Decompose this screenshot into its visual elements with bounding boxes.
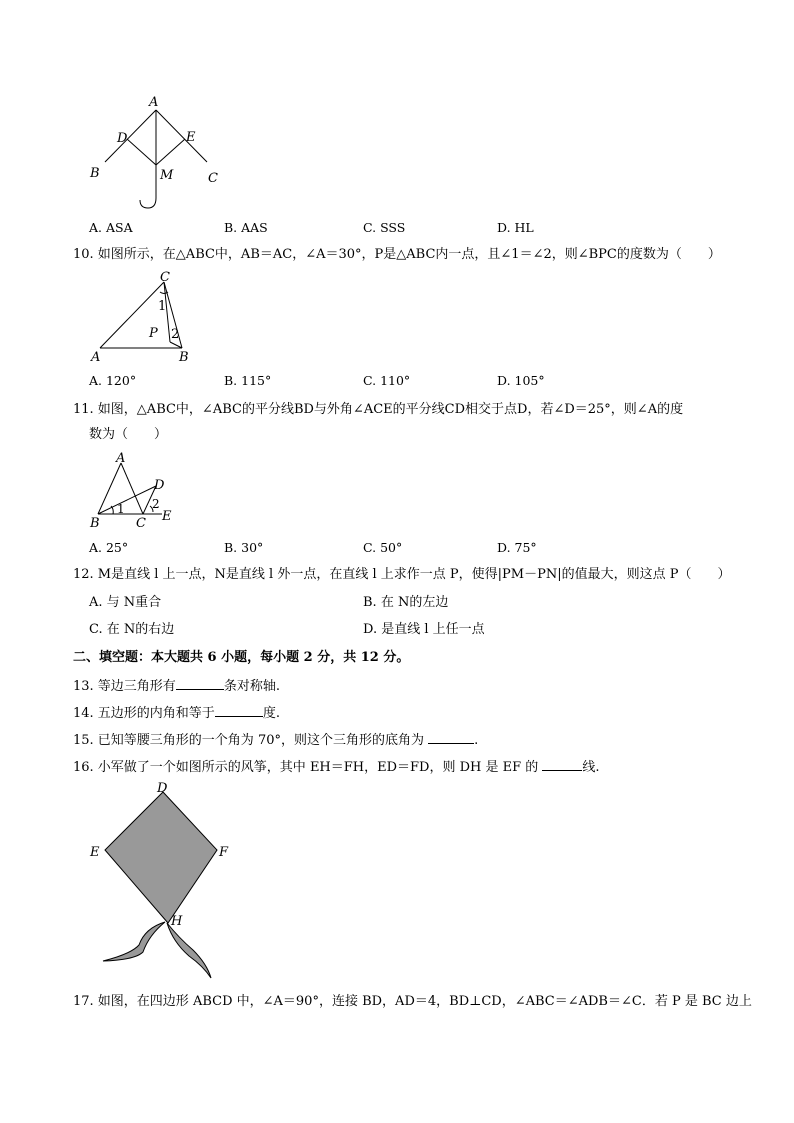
q12-option-a: A. 与 N重合	[89, 595, 162, 610]
q16-label-f: F	[219, 845, 229, 860]
q11-label-c: C	[136, 516, 146, 530]
q11-stem-line1: 11. 如图，△ABC中，∠ABC的平分线BD与外角∠ACE的平分线CD相交于点D，若∠D＝25°，则∠A的度	[73, 402, 684, 417]
q9-option-d: D. HL	[497, 220, 534, 235]
q11-label-b: B	[90, 516, 100, 530]
q11-label-1: 1	[117, 502, 125, 516]
q14-before: 14. 五边形的内角和等于	[73, 706, 215, 721]
q9-label-m: M	[160, 168, 174, 183]
q16-before: 16. 小军做了一个如图所示的风筝，其中 EH＝FH，ED＝FD，则 DH 是 EF 的	[73, 760, 543, 775]
q11-stem-line2: 数为（ ）	[89, 427, 168, 442]
q15-blank	[428, 730, 474, 744]
q11-label-a: A	[116, 451, 126, 466]
q13-before: 13. 等边三角形有	[73, 679, 176, 694]
q10-label-b: B	[179, 350, 189, 365]
q9-label-b: B	[90, 166, 100, 181]
q12-option-c: C. 在 N的右边	[89, 622, 175, 637]
q10-label-c: C	[160, 270, 170, 285]
q10-option-b: B. 115°	[224, 373, 272, 388]
q10-stem: 10. 如图所示，在△ABC中，AB＝AC，∠A＝30°，P是△ABC内一点，且∠1＝∠2，则∠BPC的度数为（ ）	[73, 247, 721, 262]
q10-option-a: A. 120°	[89, 373, 137, 388]
q16	[73, 757, 600, 777]
q14	[73, 703, 280, 723]
q10-label-a: A	[91, 350, 101, 365]
q12-stem: 12. M是直线 l 上一点，N是直线 l 外一点，在直线 l 上求作一点 P，使得|PM－PN|的值最大，则这点 P（ ）	[73, 567, 731, 582]
q11-label-2: 2	[152, 497, 160, 511]
q9-option-b: B. AAS	[224, 220, 268, 235]
q10-label-1: 1	[158, 299, 167, 314]
q11-option-d: D. 75°	[497, 540, 537, 555]
q11-option-c: C. 50°	[363, 540, 403, 555]
q13-after: 条对称轴.	[223, 679, 280, 694]
q9-label-e: E	[186, 130, 196, 145]
q12-option-d: D. 是直线 l 上任一点	[363, 622, 485, 637]
q16-label-e: E	[90, 845, 100, 860]
q15	[73, 730, 478, 750]
q11-option-a: A. 25°	[89, 540, 129, 555]
q9-label-a: A	[149, 95, 159, 110]
q16-after: 线.	[582, 760, 600, 775]
q10-label-2: 2	[171, 327, 180, 342]
q9-label-d: D	[117, 131, 128, 146]
q9-label-c: C	[208, 171, 218, 186]
q11-label-d: D	[154, 478, 165, 493]
q14-after: 度.	[262, 706, 280, 721]
q17-stem: 17. 如图，在四边形 ABCD 中，∠A＝90°，连接 BD，AD＝4，BD⊥CD，∠ABC＝∠ADB＝∠C．若 P 是 BC 边上	[73, 994, 752, 1009]
q13	[73, 676, 280, 696]
q15-before: 15. 已知等腰三角形的一个角为 70°，则这个三角形的底角为	[73, 733, 429, 748]
q11-option-b: B. 30°	[224, 540, 264, 555]
q16-kite-figure	[85, 780, 245, 985]
q10-option-d: D. 105°	[497, 373, 545, 388]
q9-option-a: A. ASA	[89, 220, 133, 235]
q9-figure	[85, 90, 235, 215]
q10-label-p: P	[149, 326, 158, 341]
q15-after: .	[474, 733, 479, 748]
q11-figure	[88, 450, 188, 530]
q12-option-b: B. 在 N的左边	[363, 595, 449, 610]
q13-blank	[176, 676, 224, 690]
q9-option-c: C. SSS	[363, 220, 406, 235]
q16-blank	[542, 757, 582, 771]
q10-option-c: C. 110°	[363, 373, 411, 388]
q16-label-d: D	[157, 781, 168, 796]
q11-label-e: E	[162, 509, 172, 524]
q16-label-h: H	[171, 914, 183, 929]
section-title-fill-in: 二、填空题：本大题共 6 小题，每小题 2 分，共 12 分。	[73, 650, 410, 665]
q10-figure	[88, 268, 198, 368]
q14-blank	[215, 703, 263, 717]
